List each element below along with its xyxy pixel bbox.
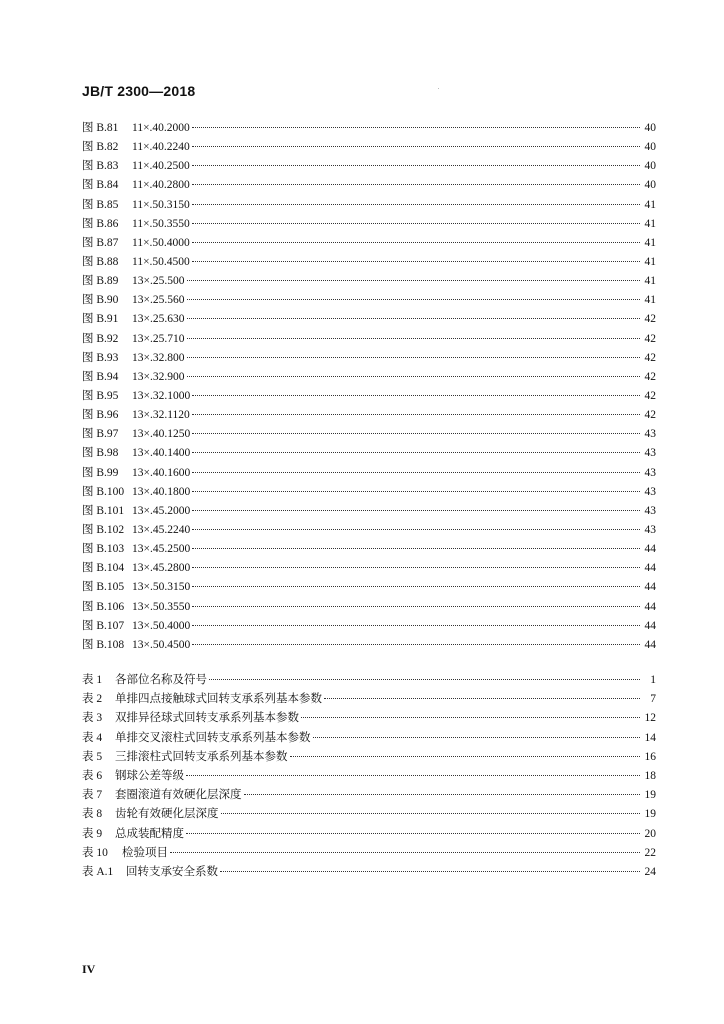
entry-page-number: 43 <box>644 428 656 441</box>
dot-leader <box>192 242 640 243</box>
entry-title: 13×.40.1400 <box>132 447 191 460</box>
dot-leader <box>192 510 640 511</box>
entry-page-number: 40 <box>644 179 656 192</box>
entry-page-number: 20 <box>644 827 656 840</box>
entry-label: 图 B.96 <box>82 409 119 422</box>
entry-label: 图 B.82 <box>82 141 119 154</box>
entry-page-number: 22 <box>644 846 656 859</box>
entry-label: 图 B.88 <box>82 255 119 268</box>
entry-title: 11×.40.2800 <box>132 179 190 192</box>
entry-label: 表 4 <box>82 731 103 744</box>
entry-title: 11×.50.4000 <box>132 236 190 249</box>
entry-title: 13×.45.2500 <box>132 543 191 556</box>
toc-figure-entry[interactable] <box>82 444 656 463</box>
toc-figure-entry[interactable] <box>82 196 656 215</box>
entry-label: 图 B.90 <box>82 294 119 307</box>
entry-label: 图 B.85 <box>82 198 119 211</box>
dot-leader <box>324 698 640 699</box>
entry-label: 图 B.95 <box>82 389 119 402</box>
entry-title: 双排异径球式回转支承系列基本参数 <box>115 712 299 725</box>
entry-page-number: 12 <box>644 712 656 725</box>
dot-leader <box>221 813 641 814</box>
toc-figure-entry[interactable] <box>82 578 656 597</box>
entry-page-number: 40 <box>644 141 656 154</box>
entry-label: 表 A.1 <box>82 865 114 878</box>
entry-page-number: 40 <box>644 122 656 134</box>
entry-page-number: 42 <box>644 332 656 345</box>
entry-title: 套圈滚道有效硬化层深度 <box>115 789 242 802</box>
toc-table-entry[interactable] <box>82 825 656 844</box>
entry-label: 图 B.86 <box>82 217 119 230</box>
toc-table-entry[interactable] <box>82 690 656 709</box>
entry-title: 13×.45.2240 <box>132 523 191 536</box>
toc-figure-entry[interactable] <box>82 368 656 387</box>
entry-label: 图 B.98 <box>82 447 119 460</box>
entry-label: 表 3 <box>82 712 103 725</box>
entry-label: 图 B.105 <box>82 581 125 594</box>
entry-page-number: 43 <box>644 523 656 536</box>
entry-page-number: 41 <box>644 236 656 249</box>
dot-leader <box>187 299 641 300</box>
entry-page-number: 44 <box>644 581 656 594</box>
entry-page-number: 44 <box>644 638 656 651</box>
toc-table-entry[interactable] <box>82 729 656 748</box>
entry-page-number: 19 <box>644 789 656 802</box>
entry-title: 13×.25.710 <box>132 332 185 345</box>
toc-table-entry[interactable] <box>82 863 656 882</box>
dot-leader <box>187 357 641 358</box>
dot-leader <box>192 165 640 166</box>
entry-label: 图 B.92 <box>82 332 119 345</box>
entry-label: 图 B.81 <box>82 122 119 134</box>
toc-figure-entry[interactable] <box>82 157 656 176</box>
toc-figure-entry[interactable] <box>82 310 656 329</box>
toc-figure-entry[interactable] <box>82 138 656 157</box>
entry-label: 图 B.100 <box>82 485 125 498</box>
entry-title: 13×.32.1120 <box>132 409 190 422</box>
dot-leader <box>192 491 640 492</box>
dot-leader <box>301 717 640 718</box>
entry-title: 回转支承安全系数 <box>126 865 218 878</box>
entry-label: 图 B.108 <box>82 638 125 651</box>
toc-figure-entry[interactable] <box>82 272 656 291</box>
entry-page-number: 44 <box>644 619 656 632</box>
entry-label: 图 B.83 <box>82 160 119 173</box>
entry-title: 13×.50.4000 <box>132 619 191 632</box>
scan-speck <box>438 88 439 89</box>
dot-leader <box>192 567 640 568</box>
entry-page-number: 42 <box>644 370 656 383</box>
dot-leader <box>192 204 640 205</box>
entry-label: 图 B.94 <box>82 370 119 383</box>
toc-figure-entry[interactable] <box>82 330 656 349</box>
dot-leader <box>192 414 640 415</box>
entry-label: 图 B.106 <box>82 600 125 613</box>
entry-title: 13×.50.3150 <box>132 581 191 594</box>
entry-title: 13×.40.1800 <box>132 485 191 498</box>
dot-leader <box>186 833 640 834</box>
dot-leader <box>192 261 640 262</box>
toc-table-entry[interactable] <box>82 844 656 863</box>
entry-title: 11×.50.4500 <box>132 255 190 268</box>
entry-title: 13×.40.1250 <box>132 428 191 441</box>
toc-figure-entry[interactable] <box>82 349 656 368</box>
entry-title: 13×.50.4500 <box>132 638 191 651</box>
entry-title: 11×.40.2000 <box>132 122 190 134</box>
dot-leader <box>192 606 640 607</box>
dot-leader <box>192 127 640 128</box>
entry-page-number: 44 <box>644 562 656 575</box>
toc-figure-entry[interactable] <box>82 387 656 406</box>
toc-figure-entry[interactable] <box>82 540 656 559</box>
toc-figure-entry[interactable] <box>82 291 656 310</box>
entry-page-number: 41 <box>644 255 656 268</box>
entry-page-number: 19 <box>644 808 656 821</box>
dot-leader <box>192 644 640 645</box>
entry-title: 13×.25.630 <box>132 313 185 326</box>
toc-figure-entry[interactable] <box>82 598 656 617</box>
toc-table-entry[interactable] <box>82 767 656 786</box>
toc-figure-entry[interactable] <box>82 234 656 253</box>
dot-leader <box>192 529 640 530</box>
entry-label: 图 B.91 <box>82 313 119 326</box>
dot-leader <box>187 338 641 339</box>
dot-leader <box>192 625 640 626</box>
page-number: IV <box>82 962 96 976</box>
toc-figure-entry[interactable] <box>82 406 656 425</box>
entry-title: 13×.32.1000 <box>132 389 191 402</box>
toc-figure-entry[interactable] <box>82 483 656 502</box>
entry-title: 13×.45.2000 <box>132 504 191 517</box>
entry-label: 表 9 <box>82 827 103 840</box>
dot-leader <box>220 871 640 872</box>
dot-leader <box>186 775 640 776</box>
entry-page-number: 41 <box>644 217 656 230</box>
entry-label: 图 B.99 <box>82 466 119 479</box>
toc-figure-entry[interactable] <box>82 119 656 138</box>
entry-title: 单排交叉滚柱式回转支承系列基本参数 <box>115 731 311 744</box>
dot-leader <box>192 184 640 185</box>
entry-page-number: 24 <box>644 865 656 878</box>
toc-figure-entry[interactable] <box>82 559 656 578</box>
entry-label: 表 10 <box>82 846 108 859</box>
dot-leader <box>192 548 640 549</box>
entry-title: 13×.25.560 <box>132 294 185 307</box>
entry-label: 图 B.103 <box>82 543 125 556</box>
entry-page-number: 42 <box>644 389 656 402</box>
entry-label: 图 B.89 <box>82 275 119 288</box>
toc-figure-entry[interactable] <box>82 253 656 272</box>
entry-label: 图 B.107 <box>82 619 125 632</box>
entry-title: 钢球公差等级 <box>115 769 184 782</box>
entry-label: 图 B.101 <box>82 504 125 517</box>
entry-title: 三排滚柱式回转支承系列基本参数 <box>115 750 288 763</box>
entry-page-number: 44 <box>644 600 656 613</box>
dot-leader <box>313 737 641 738</box>
entry-title: 11×.50.3550 <box>132 217 190 230</box>
entry-page-number: 43 <box>644 466 656 479</box>
toc-table-entry[interactable] <box>82 805 656 824</box>
entry-label: 图 B.84 <box>82 179 119 192</box>
dot-leader <box>192 395 640 396</box>
entry-page-number: 42 <box>644 313 656 326</box>
entry-label: 图 B.104 <box>82 562 125 575</box>
entry-label: 表 8 <box>82 808 103 821</box>
dot-leader <box>244 794 641 795</box>
entry-label: 表 1 <box>82 674 103 686</box>
entry-page-number: 41 <box>644 198 656 211</box>
entry-label: 表 6 <box>82 769 103 782</box>
toc-table-entry[interactable] <box>82 786 656 805</box>
toc-figure-entry[interactable] <box>82 521 656 540</box>
entry-label: 图 B.93 <box>82 351 119 364</box>
entry-page-number: 14 <box>644 731 656 744</box>
entry-page-number: 41 <box>644 294 656 307</box>
toc-figure-entry[interactable] <box>82 617 656 636</box>
toc-table-entry[interactable] <box>82 748 656 767</box>
toc-figure-entry[interactable] <box>82 464 656 483</box>
entry-title: 单排四点接触球式回转支承系列基本参数 <box>115 693 322 706</box>
entry-page-number: 43 <box>644 485 656 498</box>
dot-leader <box>187 376 641 377</box>
entry-label: 表 5 <box>82 750 103 763</box>
dot-leader <box>209 679 640 680</box>
toc-figure-entry[interactable] <box>82 215 656 234</box>
entry-page-number: 16 <box>644 750 656 763</box>
entry-page-number: 43 <box>644 447 656 460</box>
entry-label: 表 7 <box>82 789 103 802</box>
dot-leader <box>192 433 640 434</box>
toc-table-entry[interactable] <box>82 709 656 728</box>
dot-leader <box>170 852 640 853</box>
entry-title: 总成装配精度 <box>115 827 184 840</box>
table-list <box>82 671 656 882</box>
toc-figure-entry[interactable] <box>82 425 656 444</box>
document-code: JB/T 2300—2018 <box>82 83 196 99</box>
entry-title: 13×.32.900 <box>132 370 185 383</box>
entry-title: 13×.45.2800 <box>132 562 191 575</box>
dot-leader <box>192 223 640 224</box>
dot-leader <box>192 472 640 473</box>
entry-title: 各部位名称及符号 <box>115 674 207 686</box>
dot-leader <box>192 146 640 147</box>
entry-page-number: 40 <box>644 160 656 173</box>
entry-title: 11×.40.2240 <box>132 141 190 154</box>
entry-page-number: 44 <box>644 543 656 556</box>
entry-title: 齿轮有效硬化层深度 <box>115 808 219 821</box>
dot-leader <box>187 280 641 281</box>
entry-page-number: 42 <box>644 351 656 364</box>
toc-figure-entry[interactable] <box>82 176 656 195</box>
entry-page-number: 41 <box>644 275 656 288</box>
figure-list <box>82 119 656 655</box>
entry-label: 图 B.102 <box>82 523 125 536</box>
entry-title: 11×.40.2500 <box>132 160 190 173</box>
entry-page-number: 42 <box>644 409 656 422</box>
toc-table-entry[interactable] <box>82 671 656 690</box>
entry-page-number: 1 <box>650 674 656 686</box>
entry-title: 11×.50.3150 <box>132 198 190 211</box>
dot-leader <box>192 452 640 453</box>
toc-figure-entry[interactable] <box>82 502 656 521</box>
entry-page-number: 18 <box>644 769 656 782</box>
entry-page-number: 7 <box>650 693 656 706</box>
entry-title: 13×.40.1600 <box>132 466 191 479</box>
entry-label: 图 B.87 <box>82 236 119 249</box>
entry-label: 表 2 <box>82 693 103 706</box>
dot-leader <box>192 586 640 587</box>
toc-figure-entry[interactable] <box>82 636 656 655</box>
entry-label: 图 B.97 <box>82 428 119 441</box>
entry-title: 检验项目 <box>122 846 168 859</box>
entry-title: 13×.50.3550 <box>132 600 191 613</box>
entry-page-number: 43 <box>644 504 656 517</box>
dot-leader <box>187 318 641 319</box>
entry-title: 13×.25.500 <box>132 275 185 288</box>
dot-leader <box>290 756 641 757</box>
entry-title: 13×.32.800 <box>132 351 185 364</box>
